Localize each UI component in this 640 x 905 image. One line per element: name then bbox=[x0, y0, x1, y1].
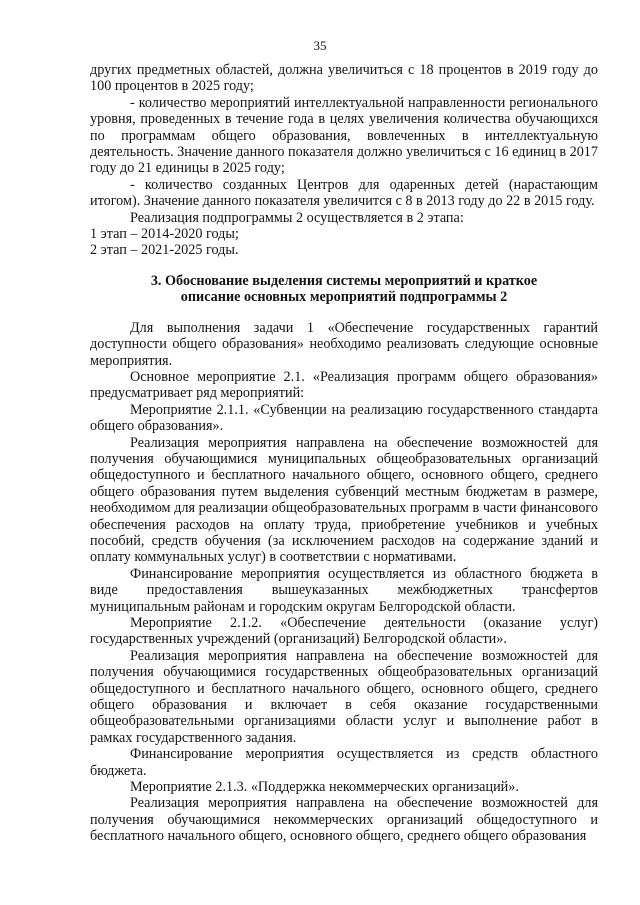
paragraph: Реализация мероприятия направлена на обеспечение возможностей для получения обучающимися государственных общеобразовательных организаций общедоступного и бесплатного начального общего, основного общего, среднего общего образования и включает в себя оказание государственными общеобразовательными организациями области услуг и выполнение работ в рамках государственного задания. bbox=[90, 647, 598, 746]
paragraph: - количество созданных Центров для одаренных детей (нарастающим итогом). Значение данного показателя увеличится с 8 в 2013 году до 22 в 2015 году. bbox=[90, 176, 598, 210]
paragraph: 1 этап – 2014-2020 годы; bbox=[90, 226, 239, 243]
paragraph: Основное мероприятие 2.1. «Реализация программ общего образования» предусматривает ряд мероприятий: bbox=[90, 368, 598, 402]
paragraph: Финансирование мероприятия осуществляется из областного бюджета в виде предоставления вышеуказанных межбюджетных трансфертов муниципальным районам и городским округам Белгородской области. bbox=[90, 565, 598, 615]
paragraph: других предметных областей, должна увеличиться с 18 процентов в 2019 году до 100 процентов в 2025 году; bbox=[90, 62, 598, 95]
page-number: 35 bbox=[313, 38, 327, 53]
paragraph: Реализация мероприятия направлена на обеспечение возможностей для получения обучающимися некоммерческих организаций общедоступного и бесплатного начального общего, основного общего, среднего общего образования bbox=[90, 795, 598, 845]
paragraph: Реализация мероприятия направлена на обеспечение возможностей для получения обучающимися муниципальных общеобразовательных организаций общедоступного и бесплатного начального общего, основного общего, среднего общего образования путем выделения субвенций местным бюджетам в размере, необходимом для реализации общеобразовательных программ в части финансового обеспечения расходов на оплату труда, приобретение учебников и учебных пособий, средств обучения (за исключением расходов на содержание зданий и оплату коммунальных услуг) в соответствии с нормативами. bbox=[90, 434, 598, 566]
paragraph: - количество мероприятий интеллектуальной направленности регионального уровня, проведенных в течение года в целях увеличения количества обучающихся по программам общего образования, вовлеченных в интеллектуальную деятельность. Значение данного показателя должно увеличиться с 16 единиц в 2017 году до 21 единицы в 2025 году; bbox=[90, 94, 598, 177]
paragraph: Мероприятие 2.1.3. «Поддержка некоммерческих организаций». bbox=[130, 779, 519, 796]
paragraph: Мероприятие 2.1.1. «Субвенции на реализацию государственного стандарта общего образования». bbox=[90, 401, 598, 435]
paragraph: Для выполнения задачи 1 «Обеспечение государственных гарантий доступности общего образования» необходимо реализовать следующие основные мероприятия. bbox=[90, 319, 598, 369]
section-heading: 3. Обоснование выделения системы мероприятий и краткое описание основных мероприятий подпрограммы 2 bbox=[150, 272, 538, 306]
paragraph: Реализация подпрограммы 2 осуществляется в 2 этапа: bbox=[130, 209, 464, 226]
paragraph: Мероприятие 2.1.2. «Обеспечение деятельности (оказание услуг) государственных учреждений (организаций) Белгородской области». bbox=[90, 615, 598, 648]
document-body bbox=[90, 62, 598, 845]
paragraph: 2 этап – 2021-2025 годы. bbox=[90, 242, 239, 259]
paragraph: Финансирование мероприятия осуществляется из средств областного бюджета. bbox=[90, 746, 598, 779]
